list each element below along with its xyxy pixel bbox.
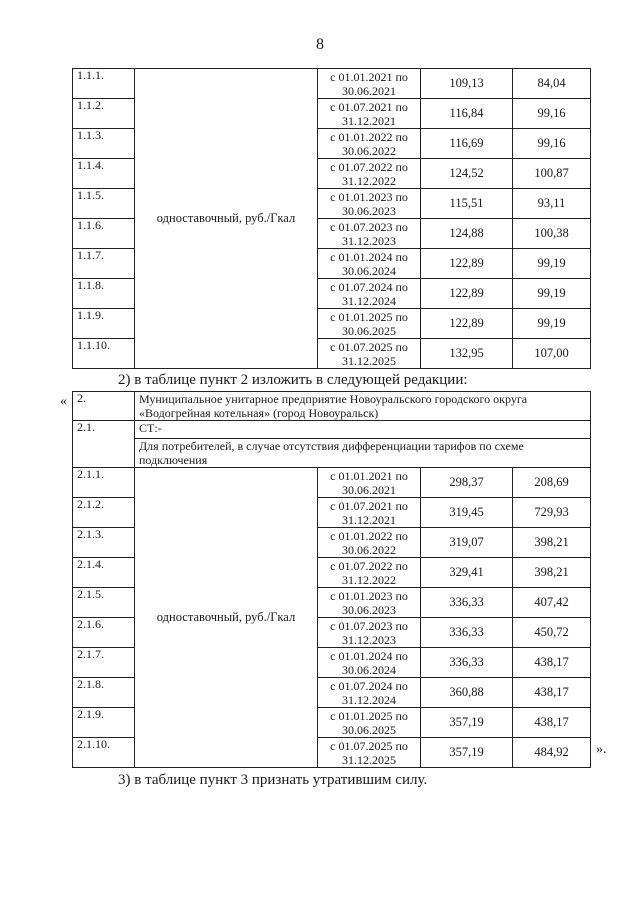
value-1: 122,89	[421, 309, 513, 339]
period-end: 30.06.2024	[342, 663, 396, 677]
row-number: 2.1.3.	[73, 528, 135, 558]
period-end: 30.06.2021	[342, 84, 396, 98]
tariff-type: одноставочный, руб./Гкал	[135, 468, 318, 768]
period-start: с 01.07.2024 по	[330, 280, 408, 294]
value-1: 122,89	[421, 279, 513, 309]
period-end: 31.12.2023	[342, 633, 396, 647]
period-end: 30.06.2023	[342, 603, 396, 617]
period-end: 31.12.2021	[342, 114, 396, 128]
period-end: 31.12.2025	[342, 354, 396, 368]
value-1: 329,41	[421, 558, 513, 588]
value-2: 100,87	[513, 159, 591, 189]
tariff-type: одноставочный, руб./Гкал	[135, 69, 318, 369]
period-cell	[318, 129, 421, 159]
period-end: 31.12.2022	[342, 573, 396, 587]
period-start: с 01.01.2023 по	[330, 190, 408, 204]
row-number: 1.1.4.	[73, 159, 135, 189]
value-2: 99,19	[513, 249, 591, 279]
period-end: 31.12.2021	[342, 513, 396, 527]
value-2: 438,17	[513, 678, 591, 708]
period-cell	[318, 738, 421, 768]
period-start: с 01.07.2023 по	[330, 619, 408, 633]
period-end: 31.12.2023	[342, 234, 396, 248]
value-1: 116,69	[421, 129, 513, 159]
row-number: 1.1.1.	[73, 69, 135, 99]
value-2: 438,17	[513, 648, 591, 678]
value-1: 116,84	[421, 99, 513, 129]
period-end: 30.06.2023	[342, 204, 396, 218]
table-row	[73, 69, 591, 99]
value-2: 407,42	[513, 588, 591, 618]
row-number: 2.1.4.	[73, 558, 135, 588]
value-2: 484,92	[513, 738, 591, 768]
row-number: 1.1.7.	[73, 249, 135, 279]
value-1: 298,37	[421, 468, 513, 498]
page-number: 8	[316, 36, 324, 53]
period-start: с 01.07.2022 по	[330, 559, 408, 573]
value-1: 319,45	[421, 498, 513, 528]
tariff-table-2	[72, 391, 591, 768]
period-end: 31.12.2022	[342, 174, 396, 188]
row-number: 1.1.10.	[73, 339, 135, 369]
org-number: 2.	[73, 392, 135, 421]
period-cell	[318, 309, 421, 339]
row-number: 1.1.3.	[73, 129, 135, 159]
value-1: 132,95	[421, 339, 513, 369]
value-1: 336,33	[421, 618, 513, 648]
period-start: с 01.01.2022 по	[330, 130, 408, 144]
quote-open: «	[60, 394, 67, 409]
period-cell	[318, 468, 421, 498]
period-end: 30.06.2025	[342, 723, 396, 737]
period-cell	[318, 558, 421, 588]
value-2: 398,21	[513, 558, 591, 588]
period-end: 30.06.2021	[342, 483, 396, 497]
tariff-table-1	[72, 68, 591, 369]
value-2: 93,11	[513, 189, 591, 219]
row-number: 1.1.5.	[73, 189, 135, 219]
row-number: 2.1.10.	[73, 738, 135, 768]
period-cell	[318, 678, 421, 708]
value-2: 84,04	[513, 69, 591, 99]
period-end: 31.12.2024	[342, 294, 396, 308]
row-number: 2.1.6.	[73, 618, 135, 648]
consumers-note: Для потребителей, в случае отсутствия дифференциации тарифов по схеме подключения	[135, 439, 591, 468]
period-start: с 01.07.2024 по	[330, 679, 408, 693]
period-end: 30.06.2022	[342, 543, 396, 557]
row-number: 1.1.2.	[73, 99, 135, 129]
ct-label: СТ:-	[135, 421, 591, 439]
value-1: 124,88	[421, 219, 513, 249]
period-start: с 01.07.2022 по	[330, 160, 408, 174]
period-end: 30.06.2025	[342, 324, 396, 338]
table-row	[73, 468, 591, 498]
value-2: 398,21	[513, 528, 591, 558]
value-2: 99,19	[513, 309, 591, 339]
value-1: 357,19	[421, 738, 513, 768]
period-cell	[318, 588, 421, 618]
value-1: 122,89	[421, 249, 513, 279]
value-2: 729,93	[513, 498, 591, 528]
period-start: с 01.01.2024 по	[330, 250, 408, 264]
period-cell	[318, 279, 421, 309]
value-1: 360,88	[421, 678, 513, 708]
value-2: 208,69	[513, 468, 591, 498]
period-cell	[318, 708, 421, 738]
value-2: 107,00	[513, 339, 591, 369]
row-number: 2.1.1.	[73, 468, 135, 498]
row-number: 1.1.8.	[73, 279, 135, 309]
period-start: с 01.01.2025 по	[330, 310, 408, 324]
period-start: с 01.01.2021 по	[330, 70, 408, 84]
value-2: 100,38	[513, 219, 591, 249]
period-start: с 01.07.2025 по	[330, 739, 408, 753]
value-1: 336,33	[421, 588, 513, 618]
row-number: 2.1.5.	[73, 588, 135, 618]
value-1: 319,07	[421, 528, 513, 558]
instruction-2: 2) в таблице пункт 2 изложить в следующей редакции:	[118, 372, 468, 388]
period-start: с 01.01.2024 по	[330, 649, 408, 663]
period-start: с 01.01.2025 по	[330, 709, 408, 723]
period-start: с 01.07.2021 по	[330, 499, 408, 513]
row-number: 2.1.2.	[73, 498, 135, 528]
value-1: 115,51	[421, 189, 513, 219]
row-number: 1.1.9.	[73, 309, 135, 339]
period-cell	[318, 189, 421, 219]
row-number: 2.1.9.	[73, 708, 135, 738]
value-2: 99,16	[513, 129, 591, 159]
row-number: 2.1.8.	[73, 678, 135, 708]
period-cell	[318, 159, 421, 189]
period-cell	[318, 498, 421, 528]
period-start: с 01.01.2023 по	[330, 589, 408, 603]
period-cell	[318, 528, 421, 558]
period-end: 30.06.2024	[342, 264, 396, 278]
row-number: 2.1.7.	[73, 648, 135, 678]
value-1: 357,19	[421, 708, 513, 738]
tariff-table-2-body	[73, 392, 591, 768]
period-cell	[318, 219, 421, 249]
period-cell	[318, 249, 421, 279]
period-start: с 01.07.2025 по	[330, 340, 408, 354]
period-end: 31.12.2025	[342, 753, 396, 767]
ct-number: 2.1.	[73, 421, 135, 468]
value-2: 438,17	[513, 708, 591, 738]
period-start: с 01.07.2023 по	[330, 220, 408, 234]
value-1: 109,13	[421, 69, 513, 99]
value-2: 99,19	[513, 279, 591, 309]
period-start: с 01.01.2022 по	[330, 529, 408, 543]
period-cell	[318, 99, 421, 129]
value-2: 450,72	[513, 618, 591, 648]
period-end: 31.12.2024	[342, 693, 396, 707]
value-1: 336,33	[421, 648, 513, 678]
value-1: 124,52	[421, 159, 513, 189]
period-start: с 01.07.2021 по	[330, 100, 408, 114]
period-start: с 01.01.2021 по	[330, 469, 408, 483]
instruction-3: 3) в таблице пункт 3 признать утратившим силу.	[118, 772, 428, 788]
tariff-table-1-body	[73, 69, 591, 369]
value-2: 99,16	[513, 99, 591, 129]
period-cell	[318, 618, 421, 648]
org-name: Муниципальное унитарное предприятие Новоуральского городского округа «Водогрейная котельная» (город Новоуральск)	[135, 392, 591, 421]
period-cell	[318, 69, 421, 99]
row-number: 1.1.6.	[73, 219, 135, 249]
quote-close: ».	[596, 742, 607, 757]
period-cell	[318, 648, 421, 678]
period-cell	[318, 339, 421, 369]
period-end: 30.06.2022	[342, 144, 396, 158]
